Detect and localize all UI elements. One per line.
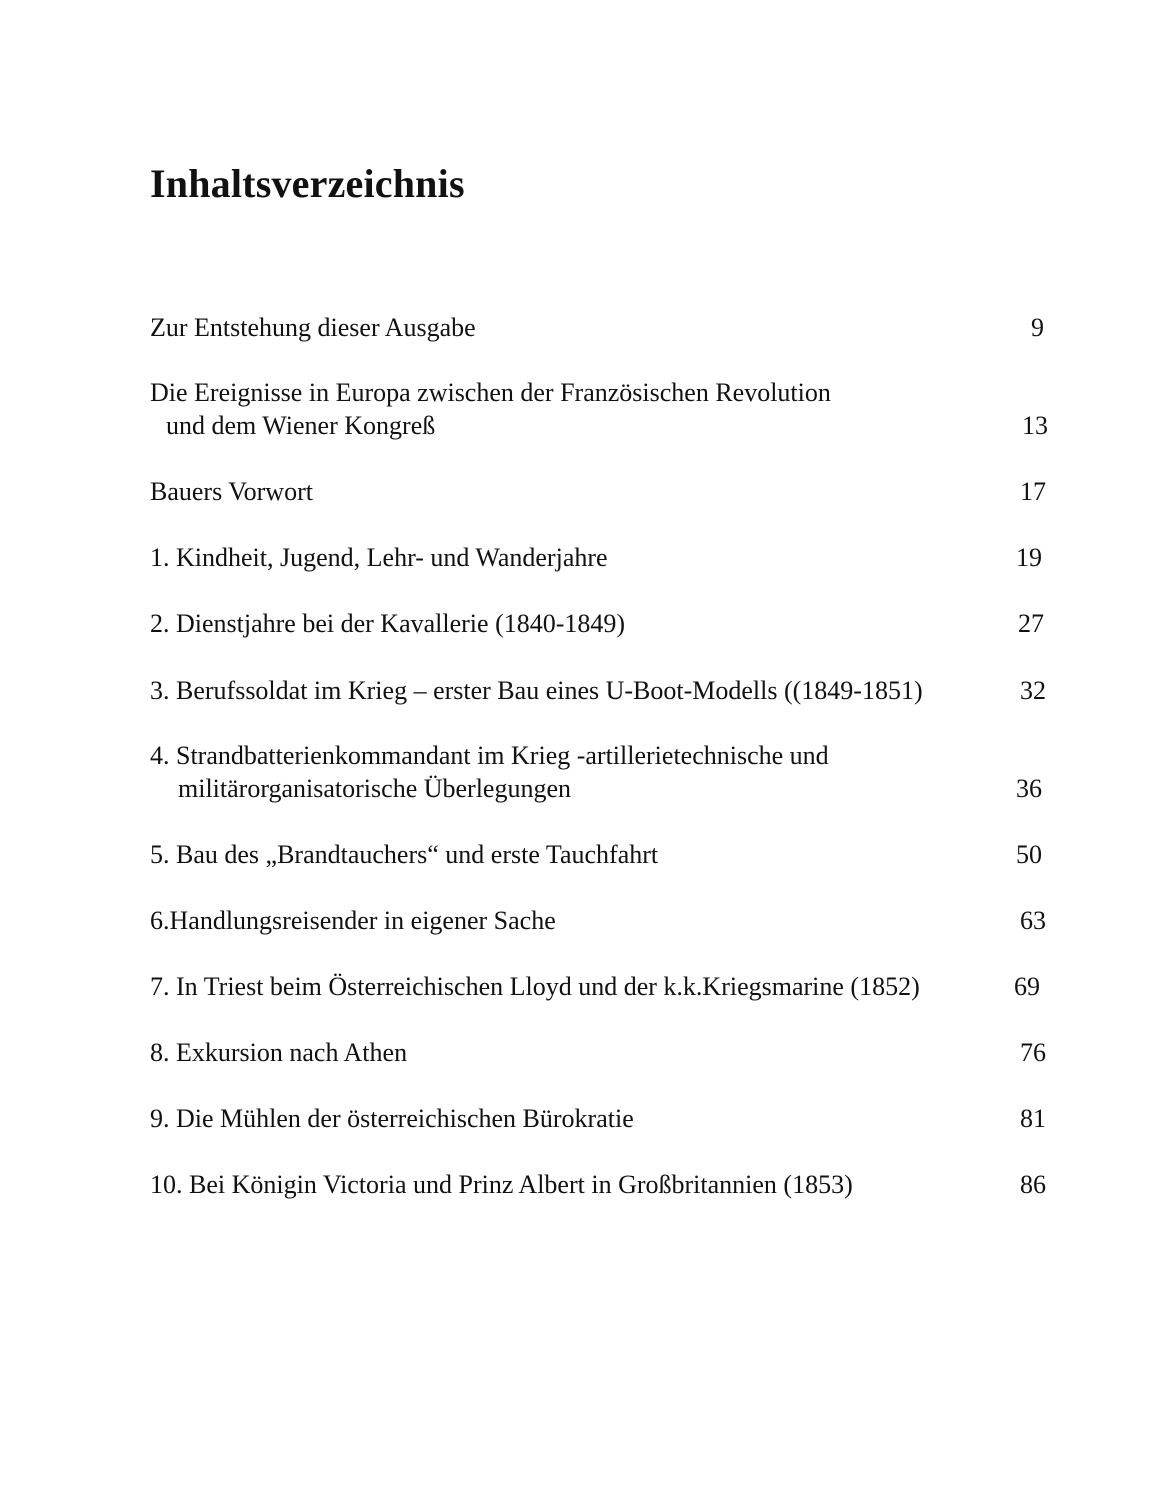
toc-entry bbox=[150, 607, 1050, 640]
toc-entry-title: 10. Bei Königin Victoria und Prinz Albert in Großbritannien (1853) bbox=[150, 1170, 853, 1199]
toc-entry bbox=[150, 541, 1050, 574]
toc-entry bbox=[150, 838, 1050, 871]
toc-entry bbox=[150, 311, 1050, 344]
toc-entry bbox=[150, 1102, 1050, 1135]
toc-entry bbox=[150, 674, 1050, 707]
toc-entry-title: 3. Berufssoldat im Krieg – erster Bau eines U-Boot-Modells ((1849-1851) bbox=[150, 676, 923, 705]
toc-entry-title-continuation: militärorganisatorische Überlegungen bbox=[178, 774, 572, 803]
page-title: Inhaltsverzeichnis bbox=[150, 161, 465, 206]
toc-entry-title: 7. In Triest beim Österreichischen Lloyd und der k.k.Kriegsmarine (1852) bbox=[150, 972, 920, 1001]
toc-entry-title: 6.Handlungsreisender in eigener Sache bbox=[150, 906, 556, 935]
toc-entry bbox=[150, 904, 1050, 937]
toc-page-number: 76 bbox=[1020, 1038, 1046, 1067]
toc-entry-title: 5. Bau des „Brandtauchers“ und erste Tauchfahrt bbox=[150, 840, 659, 869]
toc-entry-title: 4. Strandbatterienkommandant im Krieg -artillerietechnische und bbox=[150, 741, 829, 770]
toc-page-number: 69 bbox=[1014, 972, 1040, 1001]
toc-entry-title: Zur Entstehung dieser Ausgabe bbox=[150, 313, 476, 342]
toc-page-number: 27 bbox=[1018, 609, 1044, 638]
toc-page-number: 17 bbox=[1020, 477, 1046, 506]
toc-entry bbox=[150, 376, 1050, 442]
toc-entry-title: 9. Die Mühlen der österreichischen Bürokratie bbox=[150, 1104, 634, 1133]
toc-entry-title: 2. Dienstjahre bei der Kavallerie (1840-1849) bbox=[150, 609, 626, 638]
toc-entry-title: 1. Kindheit, Jugend, Lehr- und Wanderjahre bbox=[150, 543, 608, 572]
toc-page-number: 81 bbox=[1020, 1104, 1046, 1133]
toc-page-number: 36 bbox=[1016, 774, 1042, 803]
toc-page-number: 32 bbox=[1020, 676, 1046, 705]
toc-page-number: 9 bbox=[1031, 313, 1044, 342]
toc-entry-title: Bauers Vorwort bbox=[150, 477, 313, 506]
toc-page-number: 19 bbox=[1016, 543, 1042, 572]
toc-entry bbox=[150, 1168, 1050, 1201]
toc-entry bbox=[150, 1036, 1050, 1069]
toc-entry bbox=[150, 970, 1050, 1003]
toc-page-number: 63 bbox=[1020, 906, 1046, 935]
toc-entry bbox=[150, 475, 1050, 508]
toc-entry-title-continuation: und dem Wiener Kongreß bbox=[166, 411, 436, 440]
toc-page-number: 50 bbox=[1016, 840, 1042, 869]
toc-page-number: 86 bbox=[1020, 1170, 1046, 1199]
toc-entry-title: Die Ereignisse in Europa zwischen der Französischen Revolution bbox=[150, 378, 831, 407]
toc-page-number: 13 bbox=[1022, 411, 1048, 440]
toc-entry bbox=[150, 739, 1050, 805]
toc-entry-title: 8. Exkursion nach Athen bbox=[150, 1038, 408, 1067]
